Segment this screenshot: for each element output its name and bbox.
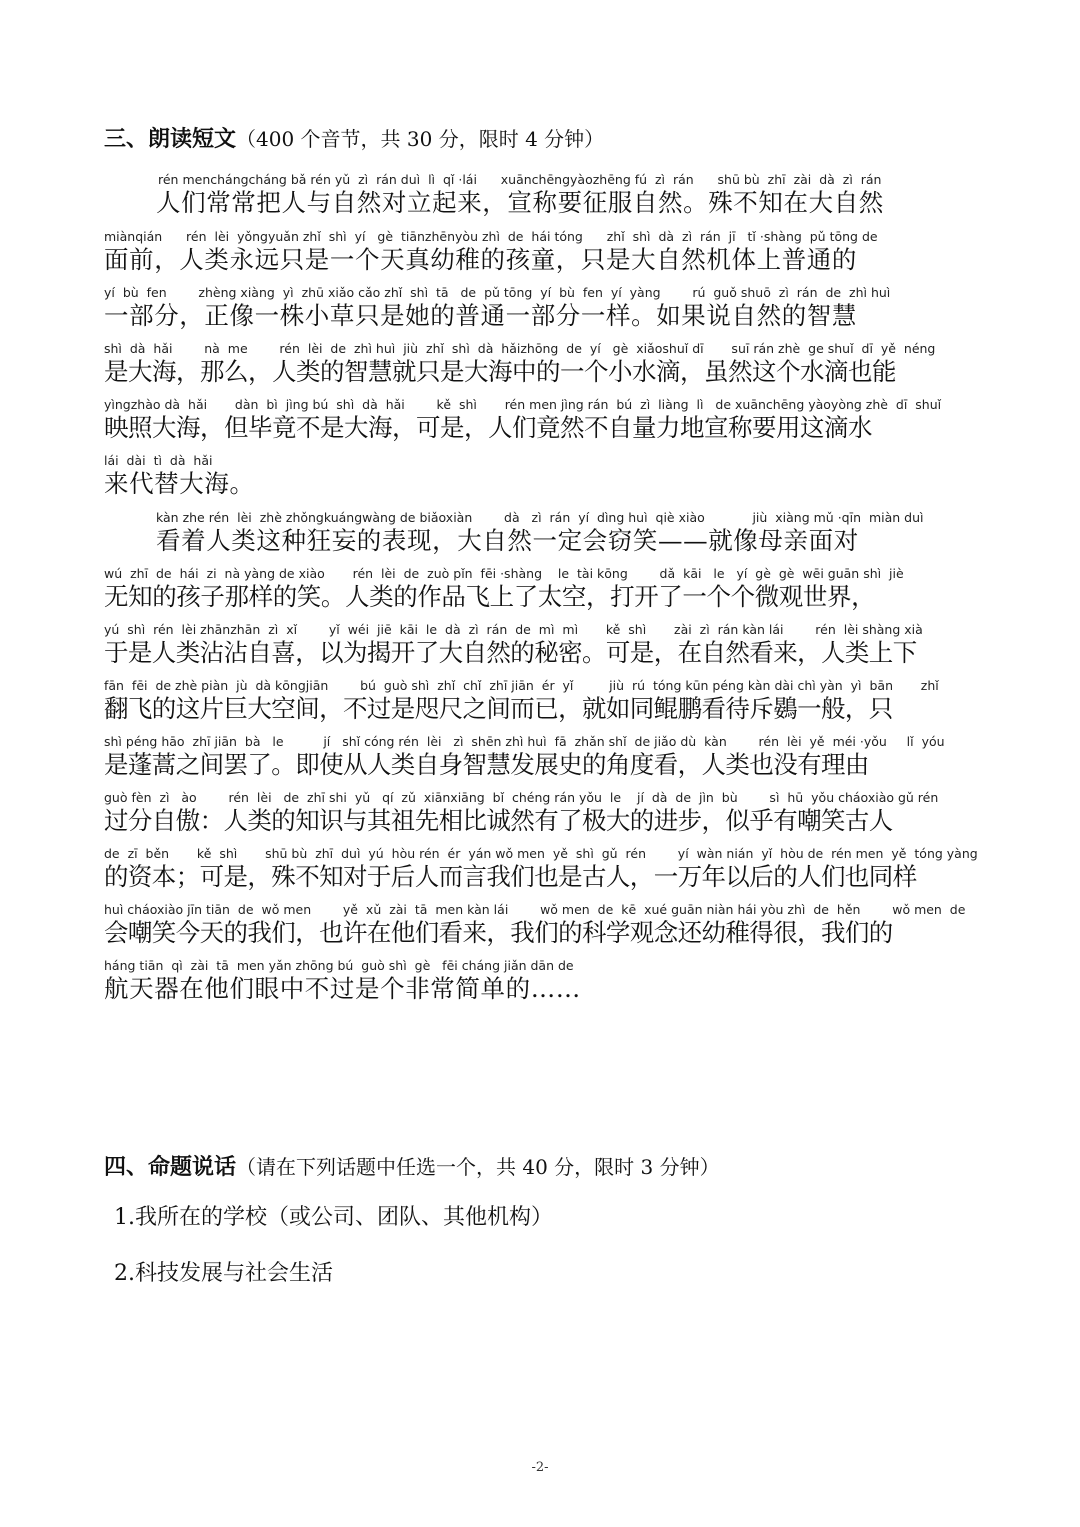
text-line: 过分自傲：人类的知识与其祖先相比诚然有了极大的进步，似乎有嘲笑古人 xyxy=(104,806,893,835)
section-3-title: 三、朗读短文 xyxy=(104,127,237,152)
pinyin-line: lái dài tì dà hǎi xyxy=(104,453,213,468)
pinyin-line: fān fēi de zhè piàn jù dà kōngjiān bú guò shì zhǐ chǐ zhī jiān ér yǐ jiù rú tóng kūn péng kàn dài chì yàn yì bān zhǐ xyxy=(104,678,939,693)
topic-item: 2.科技发展与社会生活 xyxy=(114,1261,333,1286)
text-line: 面前，人类永远只是一个天真幼稚的孩童，只是大自然机体上普通的 xyxy=(104,245,857,274)
pinyin-line: guò fèn zì ào rén lèi de zhī shi yǔ qí zǔ xiānxiāng bǐ chéng rán yǒu le jí dà de jìn bù sì hū yǒu cháoxiào gǔ rén xyxy=(104,790,939,805)
pinyin-line: wú zhī de hái zi nà yàng de xiào rén lèi de zuò pǐn fēi ·shàng le tài kōng dǎ kāi le yí gè gè wēi guān shì jiè xyxy=(104,566,904,581)
text-line: 人们常常把人与自然对立起来，宣称要征服自然。殊不知在大自然 xyxy=(156,188,884,217)
text-line: 航天器在他们眼中不过是个非常简单的…… xyxy=(104,974,581,1003)
pinyin-line: háng tiān qì zài tā men yǎn zhōng bú guò shì gè fēi cháng jiǎn dān de xyxy=(104,958,574,973)
section-4-note: （请在下列话题中任选一个，共 40 分，限时 3 分钟） xyxy=(236,1155,720,1179)
pinyin-line: de zī běn kě shì shū bù zhī duì yú hòu rén ér yán wǒ men yě shì gǔ rén yí wàn nián yǐ hòu de rén men yě tóng yàng xyxy=(104,846,978,861)
page-number: -2- xyxy=(531,1460,549,1475)
pinyin-line: kàn zhe rén lèi zhè zhǒngkuángwàng de biǎoxiàn dà zì rán yí dìng huì qiè xiào jiù xiàng mǔ ·qīn miàn duì xyxy=(156,510,924,525)
text-line: 来代替大海。 xyxy=(104,469,255,498)
pinyin-line: shì dà hǎi nà me rén lèi de zhì huì jiù zhǐ shì dà hǎizhōng de yí gè xiǎoshuǐ dī suī rán zhè ge shuǐ dī yě néng xyxy=(104,341,936,356)
text-line: 映照大海，但毕竟不是大海，可是，人们竟然不自量力地宣称要用这滴水 xyxy=(104,413,872,442)
pinyin-line: shì péng hāo zhī jiān bà le jí shǐ cóng rén lèi zì shēn zhì huì fā zhǎn shǐ de jiǎo dù kàn rén lèi yě méi ·yǒu lǐ yóu xyxy=(104,734,945,749)
text-line: 的资本；可是，殊不知对于后人而言我们也是古人，一万年以后的人们也同样 xyxy=(104,862,917,891)
text-line: 是大海，那么，人类的智慧就只是大海中的一个小水滴，虽然这个水滴也能 xyxy=(104,357,896,386)
pinyin-line: yìngzhào dà hǎi dàn bì jìng bú shì dà hǎi kě shì rén men jìng rán bú zì liàng lì de xuānchēng yàoyòng zhè dī shuǐ xyxy=(104,397,942,412)
text-line: 会嘲笑今天的我们，也许在他们看来，我们的科学观念还幼稚得很，我们的 xyxy=(104,918,893,947)
pinyin-line: rén menchángcháng bǎ rén yǔ zì rán duì lì qǐ ·lái xuānchēngyàozhēng fú zì rán shū bù zhī zài dà zì rán xyxy=(158,172,882,187)
text-line: 于是人类沾沾自喜，以为揭开了大自然的秘密。可是，在自然看来，人类上下 xyxy=(104,638,917,667)
text-line: 翻飞的这片巨大空间，不过是咫尺之间而已，就如同鲲鹏看待斥鷃一般，只 xyxy=(104,694,893,723)
section-4-heading xyxy=(104,1150,720,1181)
pinyin-line: miànqián rén lèi yǒngyuǎn zhǐ shì yí gè tiānzhēnyòu zhì de hái tóng zhǐ shì dà zì rán jī tǐ ·shàng pǔ tōng de xyxy=(104,229,878,244)
section-3-heading xyxy=(104,122,604,153)
topic-item: 1.我所在的学校（或公司、团队、其他机构） xyxy=(114,1205,553,1230)
section-4-title: 四、命题说话 xyxy=(104,1155,237,1180)
text-line: 一部分，正像一株小草只是她的普通一部分一样。如果说自然的智慧 xyxy=(104,301,857,330)
pinyin-line: yí bù fen zhèng xiàng yì zhū xiǎo cǎo zhǐ shì tā de pǔ tōng yí bù fen yí yàng rú guǒ shuō zì rán de zhì huì xyxy=(104,285,891,300)
text-line: 看着人类这种狂妄的表现，大自然一定会窃笑——就像母亲面对 xyxy=(156,526,859,555)
text-line: 无知的孩子那样的笑。人类的作品飞上了太空，打开了一个个微观世界， xyxy=(104,582,876,611)
pinyin-line: yú shì rén lèi zhānzhān zì xǐ yǐ wéi jiē kāi le dà zì rán de mì mì kě shì zài zì rán kàn lái rén lèi shàng xià xyxy=(104,622,923,637)
text-line: 是蓬蒿之间罢了。即使从人类自身智慧发展史的角度看，人类也没有理由 xyxy=(104,750,869,779)
pinyin-line: huì cháoxiào jīn tiān de wǒ men yě xǔ zài tā men kàn lái wǒ men de kē xué guān niàn hái yòu zhì de hěn wǒ men de xyxy=(104,902,966,917)
section-3-note: （400 个音节，共 30 分，限时 4 分钟） xyxy=(236,127,605,151)
